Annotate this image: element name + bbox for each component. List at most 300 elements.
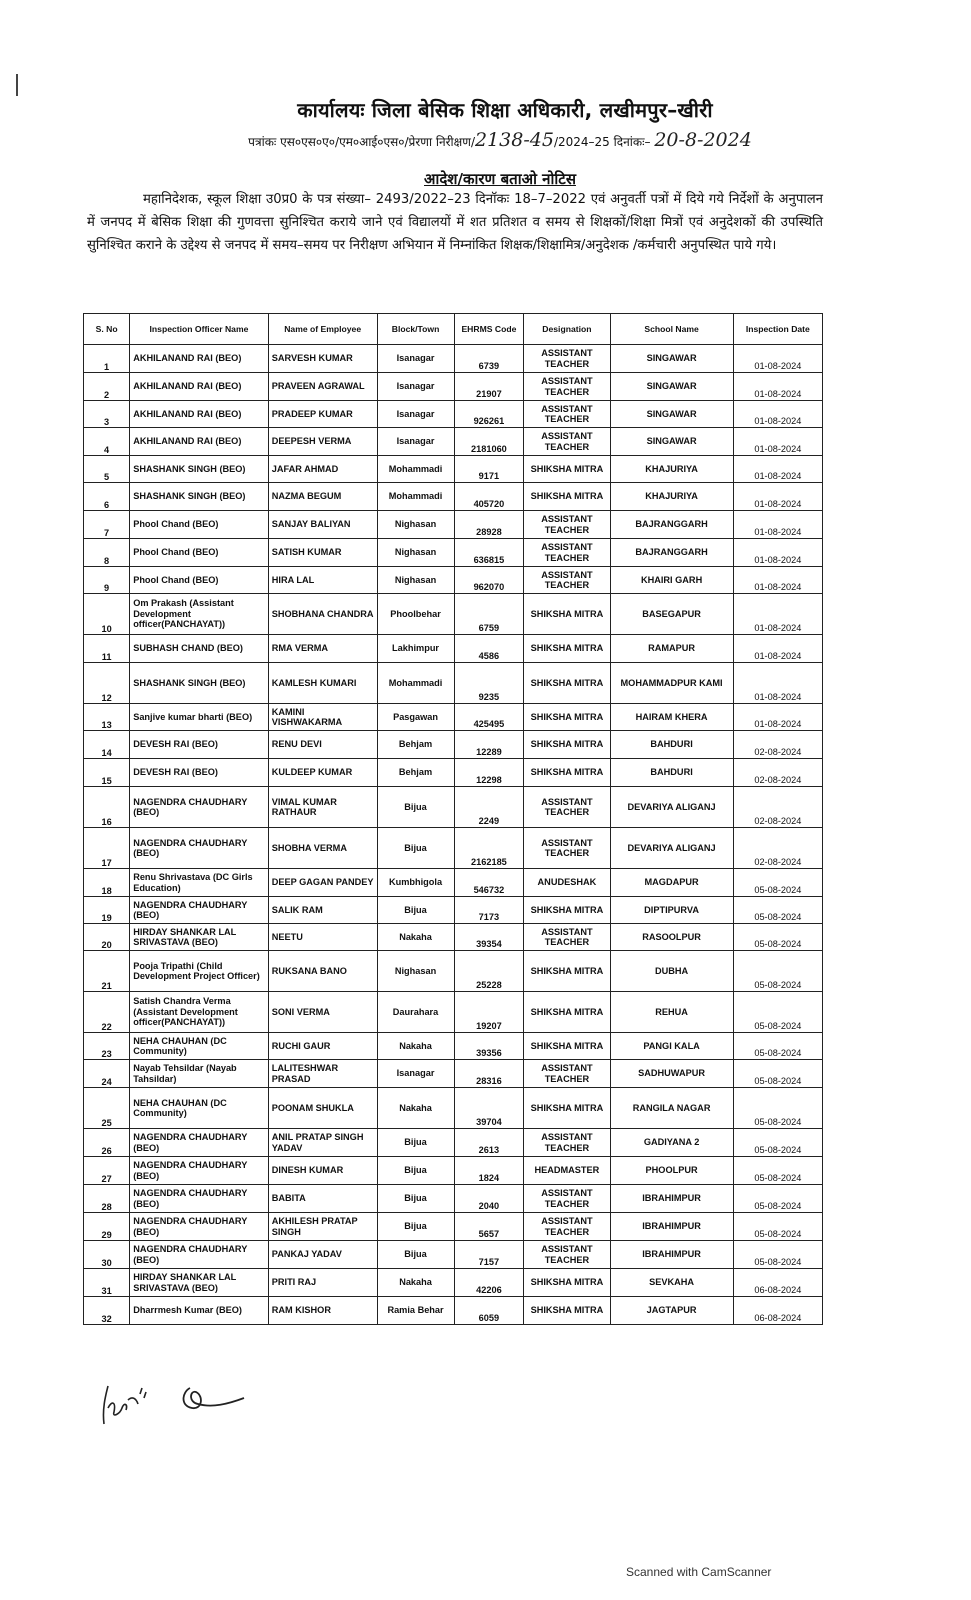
cell-block: Bijua: [377, 1129, 454, 1157]
cell-date: 05-08-2024: [733, 1157, 822, 1185]
table-row: [84, 511, 823, 539]
cell-block: Mohammadi: [377, 483, 454, 511]
cell-date: 05-08-2024: [733, 951, 822, 992]
table-row: [84, 483, 823, 511]
cell-employee: RMA VERMA: [268, 635, 377, 663]
cell-school: MAGDAPUR: [610, 869, 733, 897]
cell-sno: 1: [84, 345, 130, 373]
cell-employee: NEETU: [268, 924, 377, 951]
cell-date: 01-08-2024: [733, 345, 822, 373]
cell-school: HAIRAM KHERA: [610, 704, 733, 731]
cell-ehrms: 39354: [454, 924, 524, 951]
cell-block: Bijua: [377, 1213, 454, 1241]
table-row: [84, 1157, 823, 1185]
cell-designation: ASSISTANT TEACHER: [524, 539, 610, 567]
cell-block: Bijua: [377, 1241, 454, 1269]
cell-employee: KULDEEP KUMAR: [268, 759, 377, 787]
cell-designation: ASSISTANT TEACHER: [524, 1129, 610, 1157]
cell-sno: 27: [84, 1157, 130, 1185]
cell-date: 01-08-2024: [733, 663, 822, 704]
cell-ehrms: 425495: [454, 704, 524, 731]
cell-block: Isanagar: [377, 345, 454, 373]
cell-sno: 18: [84, 869, 130, 897]
cell-officer: HIRDAY SHANKAR LAL SRIVASTAVA (BEO): [130, 1269, 269, 1297]
ref-number: 2138-45: [475, 129, 554, 151]
cell-date: 05-08-2024: [733, 897, 822, 924]
cell-block: Nighasan: [377, 511, 454, 539]
cell-ehrms: 12298: [454, 759, 524, 787]
cell-block: Bijua: [377, 1185, 454, 1213]
cell-employee: DEEPESH VERMA: [268, 428, 377, 456]
cell-date: 05-08-2024: [733, 1033, 822, 1060]
cell-officer: NAGENDRA CHAUDHARY (BEO): [130, 828, 269, 869]
cell-block: Nakaha: [377, 924, 454, 951]
cell-employee: POONAM SHUKLA: [268, 1088, 377, 1129]
cell-employee: PRITI RAJ: [268, 1269, 377, 1297]
cell-officer: Pooja Tripathi (Child Development Project Officer): [130, 951, 269, 992]
cell-school: BAJRANGGARH: [610, 511, 733, 539]
cell-date: 01-08-2024: [733, 401, 822, 428]
cell-employee: RUKSANA BANO: [268, 951, 377, 992]
cell-employee: SHOBHANA CHANDRA: [268, 594, 377, 635]
cell-designation: ASSISTANT TEACHER: [524, 345, 610, 373]
cell-designation: ASSISTANT TEACHER: [524, 373, 610, 401]
cell-ehrms: 5657: [454, 1213, 524, 1241]
cell-officer: AKHILANAND RAI (BEO): [130, 401, 269, 428]
cell-date: 02-08-2024: [733, 759, 822, 787]
cell-block: Bijua: [377, 828, 454, 869]
table-row: [84, 869, 823, 897]
cell-officer: NAGENDRA CHAUDHARY (BEO): [130, 1157, 269, 1185]
table-row: [84, 373, 823, 401]
cell-designation: SHIKSHA MITRA: [524, 594, 610, 635]
cell-designation: ASSISTANT TEACHER: [524, 828, 610, 869]
table-row: [84, 345, 823, 373]
cell-designation: ASSISTANT TEACHER: [524, 787, 610, 828]
cell-date: 01-08-2024: [733, 511, 822, 539]
cell-employee: BABITA: [268, 1185, 377, 1213]
cell-ehrms: 39356: [454, 1033, 524, 1060]
cell-date: 02-08-2024: [733, 731, 822, 759]
cell-officer: AKHILANAND RAI (BEO): [130, 373, 269, 401]
table-row: [84, 951, 823, 992]
cell-date: 02-08-2024: [733, 787, 822, 828]
cell-date: 01-08-2024: [733, 483, 822, 511]
cell-sno: 6: [84, 483, 130, 511]
cell-designation: SHIKSHA MITRA: [524, 992, 610, 1033]
cell-officer: AKHILANAND RAI (BEO): [130, 345, 269, 373]
table-row: [84, 1060, 823, 1088]
cell-school: GADIYANA 2: [610, 1129, 733, 1157]
cell-sno: 9: [84, 567, 130, 594]
cell-sno: 12: [84, 663, 130, 704]
cell-officer: Sanjive kumar bharti (BEO): [130, 704, 269, 731]
cell-block: Behjam: [377, 731, 454, 759]
cell-block: Mohammadi: [377, 663, 454, 704]
cell-designation: ASSISTANT TEACHER: [524, 924, 610, 951]
cell-school: RAMAPUR: [610, 635, 733, 663]
cell-sno: 15: [84, 759, 130, 787]
ref-prefix: पत्रांकः एस०एस०ए०/एम०आई०एस०/प्रेरणा निरीक्षण/: [248, 135, 475, 149]
cell-school: JAGTAPUR: [610, 1297, 733, 1325]
table-body: [84, 345, 823, 1325]
cell-designation: SHIKSHA MITRA: [524, 951, 610, 992]
cell-designation: ASSISTANT TEACHER: [524, 511, 610, 539]
cell-school: DEVARIYA ALIGANJ: [610, 828, 733, 869]
body-paragraph: महानिदेशक, स्कूल शिक्षा उ0प्र0 के पत्र संख्या– 2493/2022–23 दिनॉकः 18–7–2022 एवं अनुवर्ती पत्रों में दिये गये निर्देशों के अनुपालन में जनपद में बेसिक शिक्षा की गुणवत्ता सुनिश्चित कराये जाने एवं विद्यालयों में शत प्रतिशत व समय से शिक्षकों/शिक्षा मित्रों एवं अनुदेशकों की उपस्थिति सुनिश्चित कराने के उद्देश्य से जनपद में समय–समय पर निरीक्षण अभियान में निम्नांकित शिक्षक/शिक्षामित्र/अनुदेशक /कर्मचारी अनुपस्थित पाये गये।: [87, 192, 823, 253]
cell-date: 05-08-2024: [733, 1241, 822, 1269]
cell-employee: SALIK RAM: [268, 897, 377, 924]
cell-employee: AKHILESH PRATAP SINGH: [268, 1213, 377, 1241]
cell-date: 01-08-2024: [733, 567, 822, 594]
table-row: [84, 897, 823, 924]
cell-officer: NAGENDRA CHAUDHARY (BEO): [130, 897, 269, 924]
cell-block: Nakaha: [377, 1269, 454, 1297]
cell-block: Phoolbehar: [377, 594, 454, 635]
cell-sno: 7: [84, 511, 130, 539]
cell-block: Nighasan: [377, 539, 454, 567]
cell-employee: SHOBHA VERMA: [268, 828, 377, 869]
cell-school: IBRAHIMPUR: [610, 1185, 733, 1213]
cell-ehrms: 636815: [454, 539, 524, 567]
cell-officer: Nayab Tehsildar (Nayab Tahsildar): [130, 1060, 269, 1088]
cell-sno: 17: [84, 828, 130, 869]
cell-employee: RUCHI GAUR: [268, 1033, 377, 1060]
table-row: [84, 1269, 823, 1297]
cell-employee: RAM KISHOR: [268, 1297, 377, 1325]
cell-school: KHAJURIYA: [610, 483, 733, 511]
cell-sno: 13: [84, 704, 130, 731]
cell-block: Nighasan: [377, 567, 454, 594]
cell-sno: 10: [84, 594, 130, 635]
cell-school: PHOOLPUR: [610, 1157, 733, 1185]
cell-sno: 24: [84, 1060, 130, 1088]
cell-block: Daurahara: [377, 992, 454, 1033]
cell-ehrms: 28928: [454, 511, 524, 539]
cell-ehrms: 42206: [454, 1269, 524, 1297]
cell-sno: 21: [84, 951, 130, 992]
cell-officer: Om Prakash (Assistant Development officer(PANCHAYAT)): [130, 594, 269, 635]
cell-date: 01-08-2024: [733, 428, 822, 456]
cell-ehrms: 1824: [454, 1157, 524, 1185]
cell-designation: SHIKSHA MITRA: [524, 759, 610, 787]
table-row: [84, 828, 823, 869]
cell-sno: 20: [84, 924, 130, 951]
cell-date: 05-08-2024: [733, 1185, 822, 1213]
cell-officer: Phool Chand (BEO): [130, 511, 269, 539]
cell-employee: PRAVEEN AGRAWAL: [268, 373, 377, 401]
cell-block: Nakaha: [377, 1088, 454, 1129]
cell-school: SEVKAHA: [610, 1269, 733, 1297]
cell-sno: 5: [84, 456, 130, 483]
table-row: [84, 1213, 823, 1241]
cell-date: 01-08-2024: [733, 704, 822, 731]
col-header-block: Block/Town: [377, 314, 454, 345]
cell-employee: PANKAJ YADAV: [268, 1241, 377, 1269]
cell-employee: LALITESHWAR PRASAD: [268, 1060, 377, 1088]
ref-year: /2024–25 दिनांकः–: [553, 135, 651, 149]
cell-date: 01-08-2024: [733, 456, 822, 483]
cell-sno: 23: [84, 1033, 130, 1060]
cell-block: Bijua: [377, 787, 454, 828]
cell-officer: HIRDAY SHANKAR LAL SRIVASTAVA (BEO): [130, 924, 269, 951]
col-header-employee: Name of Employee: [268, 314, 377, 345]
scanner-watermark: Scanned with CamScanner: [626, 1565, 772, 1579]
cell-school: BAHDURI: [610, 759, 733, 787]
cell-employee: PRADEEP KUMAR: [268, 401, 377, 428]
cell-officer: SHASHANK SINGH (BEO): [130, 663, 269, 704]
table-row: [84, 1241, 823, 1269]
cell-officer: SUBHASH CHAND (BEO): [130, 635, 269, 663]
cell-officer: Satish Chandra Verma (Assistant Development officer(PANCHAYAT)): [130, 992, 269, 1033]
table-row: [84, 1129, 823, 1157]
cell-block: Behjam: [377, 759, 454, 787]
cell-employee: DINESH KUMAR: [268, 1157, 377, 1185]
cell-school: BAHDURI: [610, 731, 733, 759]
cell-block: Isanagar: [377, 373, 454, 401]
cell-school: REHUA: [610, 992, 733, 1033]
cell-block: Bijua: [377, 897, 454, 924]
cell-employee: VIMAL KUMAR RATHAUR: [268, 787, 377, 828]
cell-designation: SHIKSHA MITRA: [524, 456, 610, 483]
col-header-school: School Name: [610, 314, 733, 345]
cell-block: Nighasan: [377, 951, 454, 992]
cell-designation: SHIKSHA MITRA: [524, 635, 610, 663]
cell-block: Isanagar: [377, 1060, 454, 1088]
cell-school: PANGI KALA: [610, 1033, 733, 1060]
cell-ehrms: 9235: [454, 663, 524, 704]
cell-ehrms: 2181060: [454, 428, 524, 456]
col-header-sno: S. No: [84, 314, 130, 345]
cell-sno: 31: [84, 1269, 130, 1297]
cell-employee: DEEP GAGAN PANDEY: [268, 869, 377, 897]
cell-ehrms: 19207: [454, 992, 524, 1033]
cell-school: SINGAWAR: [610, 401, 733, 428]
cell-designation: SHIKSHA MITRA: [524, 897, 610, 924]
cell-designation: SHIKSHA MITRA: [524, 704, 610, 731]
cell-ehrms: 2613: [454, 1129, 524, 1157]
cell-date: 05-08-2024: [733, 1129, 822, 1157]
cell-officer: DEVESH RAI (BEO): [130, 731, 269, 759]
cell-date: 05-08-2024: [733, 992, 822, 1033]
cell-date: 06-08-2024: [733, 1297, 822, 1325]
cell-date: 01-08-2024: [733, 373, 822, 401]
cell-ehrms: 28316: [454, 1060, 524, 1088]
cell-officer: Phool Chand (BEO): [130, 567, 269, 594]
cell-school: SINGAWAR: [610, 428, 733, 456]
cell-block: Ramia Behar: [377, 1297, 454, 1325]
cell-school: KHAIRI GARH: [610, 567, 733, 594]
cell-designation: SHIKSHA MITRA: [524, 1033, 610, 1060]
table-row: [84, 1033, 823, 1060]
table-header-row: [84, 314, 823, 345]
table-row: [84, 924, 823, 951]
cell-ehrms: 6739: [454, 345, 524, 373]
cell-officer: Phool Chand (BEO): [130, 539, 269, 567]
cell-school: MOHAMMADPUR KAMI: [610, 663, 733, 704]
cell-date: 01-08-2024: [733, 635, 822, 663]
cell-employee: KAMINI VISHWAKARMA: [268, 704, 377, 731]
cell-ehrms: 2162185: [454, 828, 524, 869]
cell-employee: HIRA LAL: [268, 567, 377, 594]
cell-designation: ANUDESHAK: [524, 869, 610, 897]
cell-ehrms: 7173: [454, 897, 524, 924]
cell-sno: 3: [84, 401, 130, 428]
cell-sno: 29: [84, 1213, 130, 1241]
cell-ehrms: 12289: [454, 731, 524, 759]
col-header-designation: Designation: [524, 314, 610, 345]
cell-school: RASOOLPUR: [610, 924, 733, 951]
cell-employee: SATISH KUMAR: [268, 539, 377, 567]
cell-block: Isanagar: [377, 428, 454, 456]
cell-school: BAJRANGGARH: [610, 539, 733, 567]
cell-block: Kumbhigola: [377, 869, 454, 897]
table-row: [84, 731, 823, 759]
cell-employee: KAMLESH KUMARI: [268, 663, 377, 704]
cell-officer: SHASHANK SINGH (BEO): [130, 483, 269, 511]
cell-block: Bijua: [377, 1157, 454, 1185]
cell-school: DEVARIYA ALIGANJ: [610, 787, 733, 828]
cell-sno: 26: [84, 1129, 130, 1157]
cell-officer: NAGENDRA CHAUDHARY (BEO): [130, 1129, 269, 1157]
cell-employee: RENU DEVI: [268, 731, 377, 759]
table-row: [84, 704, 823, 731]
cell-employee: SARVESH KUMAR: [268, 345, 377, 373]
cell-ehrms: 2040: [454, 1185, 524, 1213]
office-title: कार्यालयः जिला बेसिक शिक्षा अधिकारी, लखीमपुर–खीरी: [297, 98, 713, 122]
cell-officer: Dharrmesh Kumar (BEO): [130, 1297, 269, 1325]
cell-designation: SHIKSHA MITRA: [524, 483, 610, 511]
cell-ehrms: 21907: [454, 373, 524, 401]
margin-mark: [16, 74, 18, 96]
table-row: [84, 635, 823, 663]
cell-sno: 16: [84, 787, 130, 828]
cell-ehrms: 4586: [454, 635, 524, 663]
document-header: [80, 96, 920, 189]
table-row: [84, 456, 823, 483]
table-row: [84, 787, 823, 828]
cell-date: 01-08-2024: [733, 594, 822, 635]
cell-sno: 25: [84, 1088, 130, 1129]
cell-officer: DEVESH RAI (BEO): [130, 759, 269, 787]
col-header-ehrms: EHRMS Code: [454, 314, 524, 345]
cell-block: Pasgawan: [377, 704, 454, 731]
cell-sno: 19: [84, 897, 130, 924]
table-row: [84, 759, 823, 787]
cell-school: IBRAHIMPUR: [610, 1241, 733, 1269]
cell-designation: ASSISTANT TEACHER: [524, 428, 610, 456]
cell-sno: 30: [84, 1241, 130, 1269]
cell-employee: SANJAY BALIYAN: [268, 511, 377, 539]
cell-date: 01-08-2024: [733, 539, 822, 567]
table-row: [84, 539, 823, 567]
cell-ehrms: 7157: [454, 1241, 524, 1269]
table-row: [84, 594, 823, 635]
cell-designation: ASSISTANT TEACHER: [524, 1241, 610, 1269]
cell-officer: Renu Shrivastava (DC Girls Education): [130, 869, 269, 897]
cell-designation: HEADMASTER: [524, 1157, 610, 1185]
table-row: [84, 1297, 823, 1325]
cell-employee: SONI VERMA: [268, 992, 377, 1033]
cell-ehrms: 962070: [454, 567, 524, 594]
cell-sno: 11: [84, 635, 130, 663]
col-header-officer: Inspection Officer Name: [130, 314, 269, 345]
subject-title: आदेश/कारण बताओ नोटिस: [424, 170, 576, 188]
cell-date: 05-08-2024: [733, 1088, 822, 1129]
cell-designation: SHIKSHA MITRA: [524, 731, 610, 759]
table-row: [84, 428, 823, 456]
cell-sno: 22: [84, 992, 130, 1033]
cell-employee: NAZMA BEGUM: [268, 483, 377, 511]
cell-designation: ASSISTANT TEACHER: [524, 401, 610, 428]
table-row: [84, 1185, 823, 1213]
cell-school: KHAJURIYA: [610, 456, 733, 483]
cell-school: RANGILA NAGAR: [610, 1088, 733, 1129]
cell-date: 05-08-2024: [733, 1213, 822, 1241]
cell-designation: SHIKSHA MITRA: [524, 1269, 610, 1297]
cell-block: Lakhimpur: [377, 635, 454, 663]
cell-employee: ANIL PRATAP SINGH YADAV: [268, 1129, 377, 1157]
cell-sno: 32: [84, 1297, 130, 1325]
cell-block: Isanagar: [377, 401, 454, 428]
cell-employee: JAFAR AHMAD: [268, 456, 377, 483]
cell-ehrms: 926261: [454, 401, 524, 428]
cell-school: DUBHA: [610, 951, 733, 992]
signature: [98, 1378, 258, 1433]
cell-designation: ASSISTANT TEACHER: [524, 567, 610, 594]
cell-sno: 4: [84, 428, 130, 456]
cell-date: 06-08-2024: [733, 1269, 822, 1297]
cell-ehrms: 39704: [454, 1088, 524, 1129]
cell-school: SADHUWAPUR: [610, 1060, 733, 1088]
cell-sno: 2: [84, 373, 130, 401]
table-row: [84, 992, 823, 1033]
cell-officer: NEHA CHAUHAN (DC Community): [130, 1033, 269, 1060]
ref-date: 20-8-2024: [654, 129, 752, 151]
cell-designation: SHIKSHA MITRA: [524, 663, 610, 704]
cell-ehrms: 2249: [454, 787, 524, 828]
cell-officer: NAGENDRA CHAUDHARY (BEO): [130, 1213, 269, 1241]
cell-school: DIPTIPURVA: [610, 897, 733, 924]
cell-block: Nakaha: [377, 1033, 454, 1060]
cell-school: SINGAWAR: [610, 373, 733, 401]
cell-ehrms: 25228: [454, 951, 524, 992]
col-header-date: Inspection Date: [733, 314, 822, 345]
cell-school: IBRAHIMPUR: [610, 1213, 733, 1241]
cell-date: 02-08-2024: [733, 828, 822, 869]
cell-date: 05-08-2024: [733, 869, 822, 897]
cell-sno: 28: [84, 1185, 130, 1213]
cell-designation: ASSISTANT TEACHER: [524, 1185, 610, 1213]
cell-officer: NAGENDRA CHAUDHARY (BEO): [130, 1185, 269, 1213]
cell-officer: SHASHANK SINGH (BEO): [130, 456, 269, 483]
table-row: [84, 401, 823, 428]
absence-table: [83, 313, 823, 1325]
cell-officer: NEHA CHAUHAN (DC Community): [130, 1088, 269, 1129]
cell-designation: SHIKSHA MITRA: [524, 1297, 610, 1325]
cell-block: Mohammadi: [377, 456, 454, 483]
cell-ehrms: 6059: [454, 1297, 524, 1325]
cell-ehrms: 405720: [454, 483, 524, 511]
table-row: [84, 567, 823, 594]
cell-date: 05-08-2024: [733, 924, 822, 951]
cell-school: BASEGAPUR: [610, 594, 733, 635]
table-row: [84, 663, 823, 704]
cell-officer: NAGENDRA CHAUDHARY (BEO): [130, 787, 269, 828]
cell-designation: ASSISTANT TEACHER: [524, 1060, 610, 1088]
cell-designation: SHIKSHA MITRA: [524, 1088, 610, 1129]
cell-ehrms: 546732: [454, 869, 524, 897]
